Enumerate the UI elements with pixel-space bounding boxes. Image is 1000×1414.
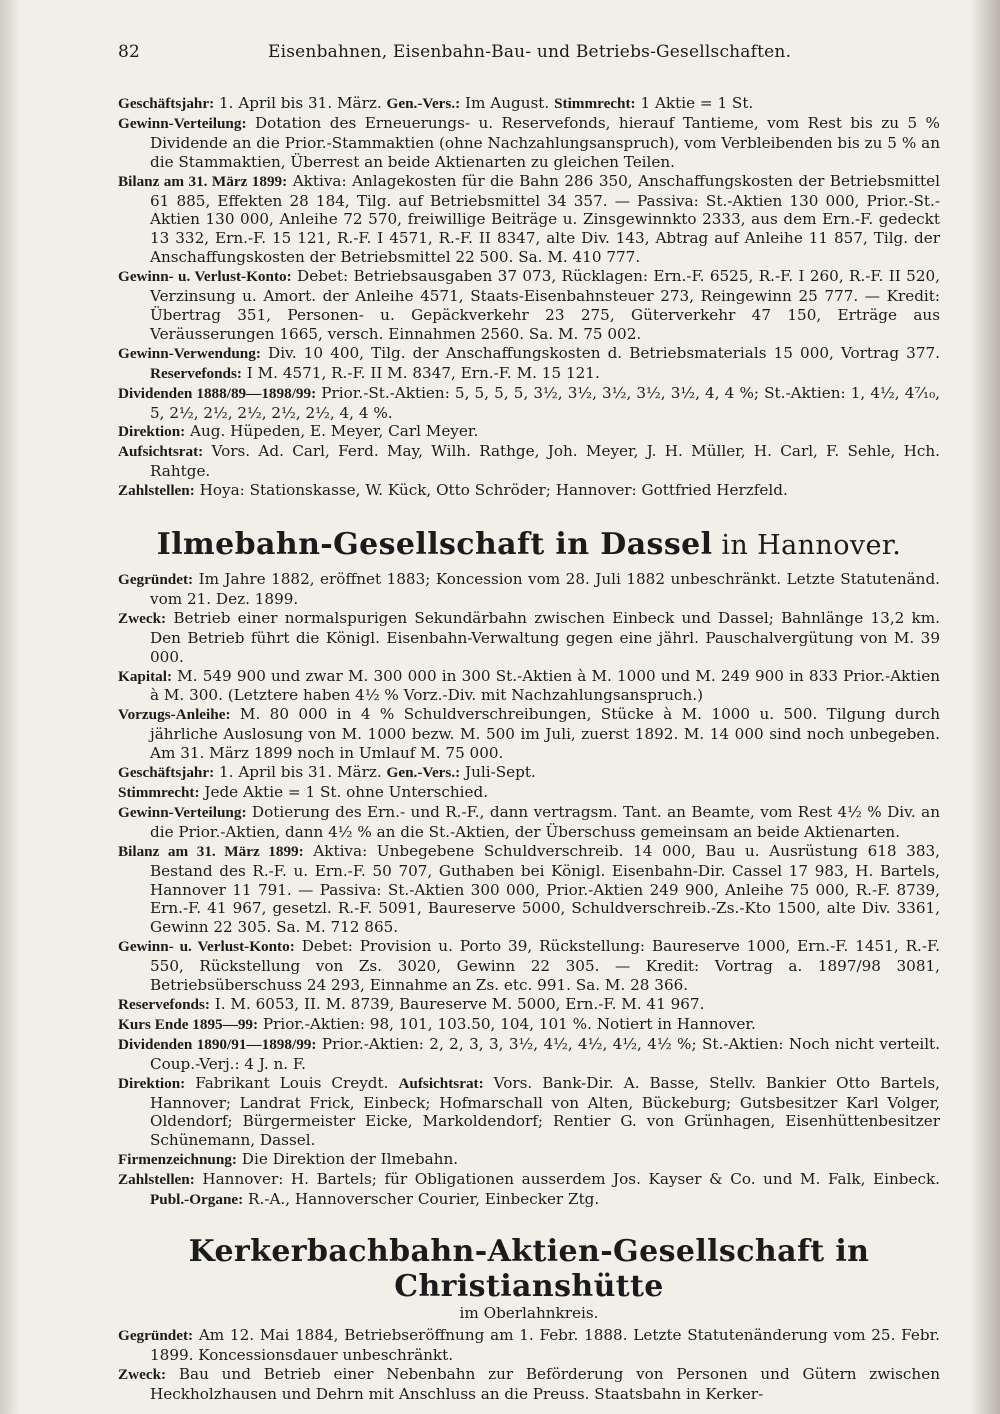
page-number: 82	[118, 42, 141, 62]
company-subtitle: im Oberlahnkreis.	[459, 1303, 599, 1322]
entry-geschaeftsjahr-2: Geschäftsjahr: 1. April bis 31. März. Gen.-Vers.: Juli-Sept.	[118, 763, 536, 782]
entry-dividenden-2: Dividenden 1890/91—1898/99: Prior.-Aktien: 2, 2, 3, 3, 3½, 4½, 4½, 4½, 4½ %; St.-Aktien: Noch nicht verteilt. Coup.-Verj.: 4 J. n. F.	[118, 1034, 940, 1073]
entry-gewinn-verteilung: Gewinn-Verteilung: Dotation des Erneuerungs- u. Reservefonds, hierauf Tantieme, vom Rest bis zu 5 % Dividende an die Prior.-Stammaktien (ohne Nachzahlungsanspruch), vom Verbleibenden bis zu 5 % an die Stammaktien, Überrest an beide Aktienarten zu gleichen Teilen.	[118, 113, 940, 171]
entry-direktion: Direktion: Aug. Hüpeden, E. Meyer, Carl Meyer.	[118, 422, 479, 441]
entry-bilanz: Bilanz am 31. März 1899: Aktiva: Anlagekosten für die Bahn 286 350, Anschaffungskosten der Betriebsmittel 61 885, Effekten 28 184, Tilg. auf Betriebsmittel 34 357. — Passiva: St.-Aktien 130 000, Prior.-St.-Aktien 130 000, Anleihe 72 570, freiwillige Beiträge u. Zinsgewinnkto 2333, aus dem Ern.-F. gedeckt 13 332, Ern.-F. 15 121, R.-F. I 4571, R.-F. II 8347, alte Div. 143, Abtrag auf Anleihe 11 857, Tilg. der Anschaffungskosten der Betriebsmittel 22 500. Sa. M. 410 777.	[118, 171, 940, 267]
entry-zweck: Zweck: Betrieb einer normalspurigen Sekundärbahn zwischen Einbeck und Dassel; Bahnlänge 13,2 km. Den Betrieb führt die Königl. Eisenbahn-Verwaltung gegen eine jährl. Pauschalvergütung von M. 39 000.	[118, 608, 940, 666]
entry-aufsichtsrat: Aufsichtsrat: Vors. Ad. Carl, Ferd. May, Wilh. Rathge, Joh. Meyer, J. H. Müller, H. Carl, F. Sehle, Hch. Rahtge.	[118, 442, 940, 481]
entry-gegruendet-3: Gegründet: Am 12. Mai 1884, Betriebseröffnung am 1. Febr. 1888. Letzte Statutenänderung vom 25. Febr. 1899. Koncessionsdauer unbeschränkt.	[118, 1325, 940, 1364]
running-title: Eisenbahnen, Eisenbahn-Bau- und Betriebs-Gesellschaften.	[268, 42, 792, 62]
entry-vorzugs-anleihe: Vorzugs-Anleihe: M. 80 000 in 4 % Schuldverschreibungen, Stücke à M. 1000 u. 500. Tilgung durch jährliche Auslosung von M. 1000 bezw. M. 500 im Juli, zuerst 1892. M. 14 000 sind noch unbegeben. Am 31. März 1899 noch in Umlauf M. 75 000.	[118, 705, 940, 763]
entry-gewinn-verwendung: Gewinn-Verwendung: Div. 10 400, Tilg. der Anschaffungskosten d. Betriebsmaterials 15 000, Vortrag 377. Reservefonds: I M. 4571, R.-F. II M. 8347, Ern.-F. M. 15 121.	[118, 343, 940, 382]
entry-stimmrecht-2: Stimmrecht: Jede Aktie = 1 St. ohne Unterschied.	[118, 783, 489, 801]
entry-firmenzeichnung: Firmenzeichnung: Die Direktion der Ilmebahn.	[118, 1150, 459, 1169]
running-header	[118, 42, 940, 62]
entry-kurs: Kurs Ende 1895—99: Prior.-Aktien: 98, 101, 103.50, 104, 101 %. Notiert in Hannover.	[118, 1014, 756, 1033]
company-title-ilmebahn: Ilmebahn-Gesellschaft in Dassel in Hannover.	[156, 527, 902, 563]
entry-geschaeftsjahr: Geschäftsjahr: 1. April bis 31. März. Gen.-Vers.: Im August. Stimmrecht: 1 Aktie = 1 St.	[118, 94, 754, 112]
entry-gewinn-verteilung-2: Gewinn-Verteilung: Dotierung des Ern.- und R.-F., dann vertragsm. Tant. an Beamte, vom Rest 4½ % Div. an die Prior.-Aktien, dann 4½ % an die St.-Aktien, der Überschuss gemeinsam an beide Aktienarten.	[118, 802, 940, 841]
entry-gewinn-verlust-konto: Gewinn- u. Verlust-Konto: Debet: Betriebsausgaben 37 073, Rücklagen: Ern.-F. 6525, R.-F. I 260, R.-F. II 520, Verzinsung u. Amort. der Anleihe 4571, Staats-Eisenbahnsteuer 273, Reingewinn 25 777. — Kredit: Übertrag 351, Personen- u. Gepäckverkehr 23 275, Güterverkehr 47 150, Erträge aus Veräusserungen 1665, versch. Einnahmen 2560. Sa. M. 75 002.	[118, 267, 940, 343]
entry-gewinn-verlust-konto-2: Gewinn- u. Verlust-Konto: Debet: Provision u. Porto 39, Rückstellung: Baureserve 1000, Ern.-F. 1451, R.-F. 550, Rückstellung von Zs. 3020, Gewinn 22 305. — Kredit: Vortrag a. 1897/98 3081, Betriebsüberschuss 24 293, Einnahme an Zs. etc. 991. Sa. M. 28 366.	[118, 937, 940, 995]
entry-kapital: Kapital: M. 549 900 und zwar M. 300 000 in 300 St.-Aktien à M. 1000 und M. 249 900 in 833 Prior.-Aktien à M. 300. (Letztere haben 4½ % Vorz.-Div. mit Nachzahlungsanspruch.)	[118, 666, 940, 705]
entry-bilanz-2: Bilanz am 31. März 1899: Aktiva: Unbegebene Schuldverschreib. 14 000, Bau u. Ausrüstung 618 383, Bestand des R.-F. u. Ern.-F. 50 707, Guthaben bei Königl. Eisenbahn-Dir. Cassel 17 983, H. Bartels, Hannover 11 791. — Passiva: St.-Aktien 300 000, Prior.-Aktien 249 900, Anleihe 75 000, R.-F. 8739, Ern.-F. 41 967, gesetzl. R.-F. 5091, Baureserve 5000, Schuldverschreib.-Zs.-Kto 1500, alte Div. 3361, Gewinn 22 305. Sa. M. 712 865.	[118, 841, 940, 937]
entry-gegruendet: Gegründet: Im Jahre 1882, eröffnet 1883; Koncession vom 28. Juli 1882 unbeschränkt. Letzte Statutenänd. vom 21. Dez. 1899.	[118, 570, 940, 608]
entry-dividenden: Dividenden 1888/89—1898/99: Prior.-St.-Aktien: 5, 5, 5, 5, 3½, 3½, 3½, 3½, 3½, 4, 4 %; St.-Aktien: 1, 4½, 4⁷⁄₁₀, 5, 2½, 2½, 2½, 2½, 2½, 4, 4 %.	[118, 383, 940, 422]
entry-zahlstellen-2: Zahlstellen: Hannover: H. Bartels; für Obligationen ausserdem Jos. Kayser & Co. und M. Falk, Einbeck. Publ.-Organe: R.-A., Hannoverscher Courier, Einbecker Ztg.	[118, 1170, 940, 1209]
company-title-kerkerbachbahn: Kerkerbachbahn-Aktien-Gesellschaft in Christianshütte	[188, 1233, 870, 1304]
entry-reservefonds-2: Reservefonds: I. M. 6053, II. M. 8739, Baureserve M. 5000, Ern.-F. M. 41 967.	[118, 994, 705, 1013]
entry-zahlstellen: Zahlstellen: Hoya: Stationskasse, W. Kück, Otto Schröder; Hannover: Gottfried Herzfeld.	[118, 481, 788, 500]
entry-direktion-2: Direktion: Fabrikant Louis Creydt. Aufsichtsrat: Vors. Bank-Dir. A. Basse, Stellv. Bankier Otto Bartels, Hannover; Landrat Frick, Einbeck; Hofmarschall von Alten, Bückeburg; Gutsbesitzer Karl Volger, Oldendorf; Bürgermeister Eicke, Markoldendorf; Rentier G. von Grünhagen, Eisenhüttenbesitzer Schünemann, Dassel.	[118, 1073, 940, 1150]
entry-zweck-3: Zweck: Bau und Betrieb einer Nebenbahn zur Beförderung von Personen und Gütern zwischen Heckholzhausen und Dehrn mit Anschluss an die Preuss. Staatsbahn in Kerker-	[118, 1364, 940, 1403]
